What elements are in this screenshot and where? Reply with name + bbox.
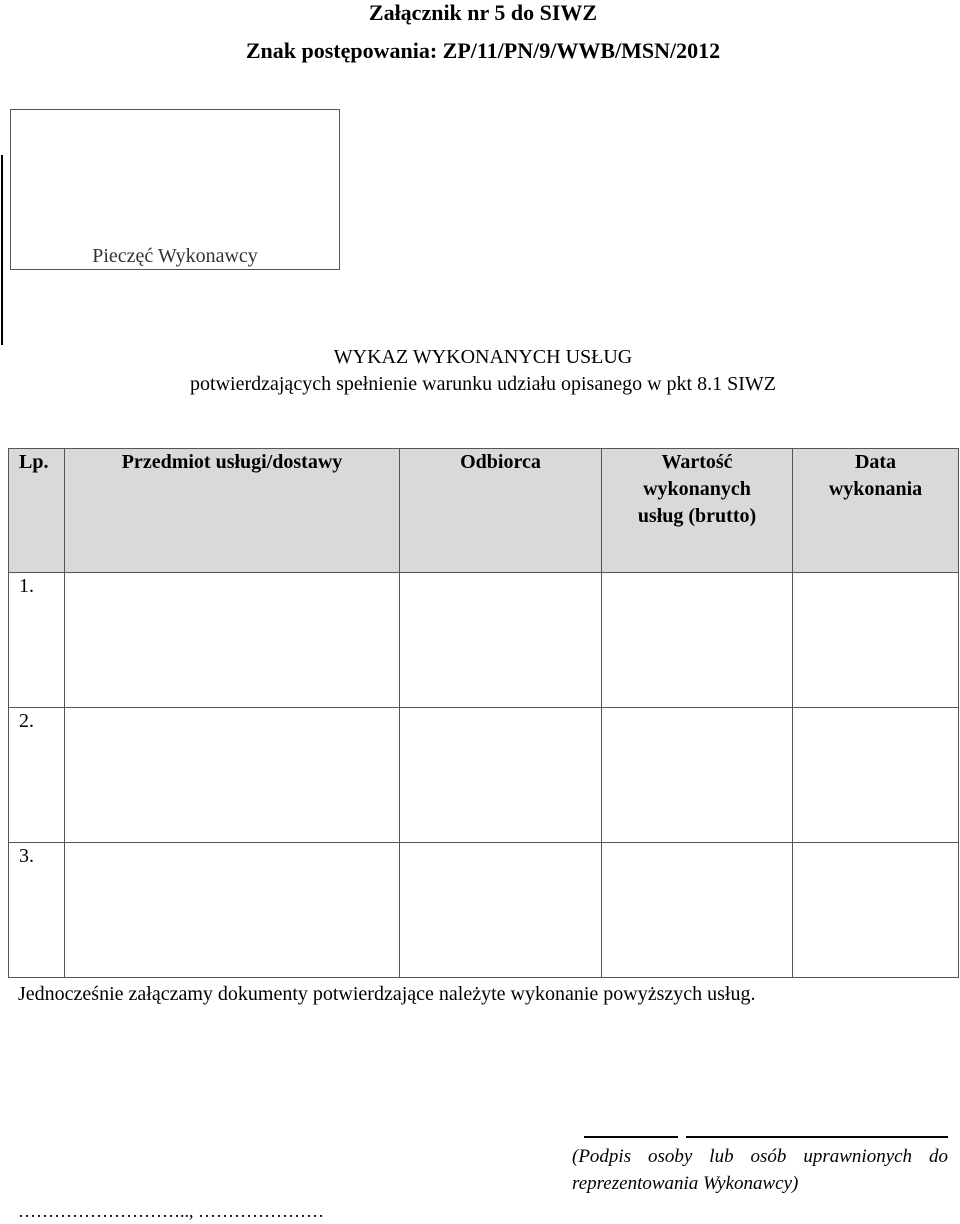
header-subject: Przedmiot usługi/dostawy [65, 449, 400, 573]
table-row [9, 843, 959, 978]
row-value-cell[interactable] [602, 708, 793, 843]
header-date: Data wykonania [793, 449, 959, 573]
row-date-cell[interactable] [793, 843, 959, 978]
place-date-line: ……………………….., ………………… [18, 1201, 324, 1221]
signature-line [584, 1136, 678, 1138]
list-title: WYKAZ WYKONANYCH USŁUG [333, 346, 633, 368]
signature-line [686, 1136, 948, 1138]
row-lp: 3. [9, 843, 65, 978]
table-header-row [9, 449, 959, 573]
enclosure-note: Jednocześnie załączamy dokumenty potwierdzające należyte wykonanie powyższych usług. [18, 983, 756, 1005]
case-number: Znak postępowania: ZP/11/PN/9/WWB/MSN/2012 [245, 38, 721, 63]
stamp-label: Pieczęć Wykonawcy [92, 245, 258, 267]
attachment-title: Załącznik nr 5 do SIWZ [368, 0, 598, 25]
row-recipient-cell[interactable] [400, 573, 602, 708]
row-date-cell[interactable] [793, 573, 959, 708]
row-value-cell[interactable] [602, 573, 793, 708]
header-lp: Lp. [9, 449, 65, 573]
header-recipient: Odbiorca [400, 449, 602, 573]
header-value: Wartość wykonanych usług (brutto) [602, 449, 793, 573]
row-date-cell[interactable] [793, 708, 959, 843]
services-table [8, 448, 959, 978]
left-margin-rule [1, 155, 3, 345]
row-lp: 1. [9, 573, 65, 708]
signature-caption: (Podpis osoby lub osób uprawnionych do reprezentowania Wykonawcy) [572, 1146, 948, 1194]
row-recipient-cell[interactable] [400, 708, 602, 843]
table-row [9, 573, 959, 708]
row-value-cell[interactable] [602, 843, 793, 978]
row-subject-cell[interactable] [65, 573, 400, 708]
row-lp: 2. [9, 708, 65, 843]
row-recipient-cell[interactable] [400, 843, 602, 978]
list-subtitle: potwierdzających spełnienie warunku udziału opisanego w pkt 8.1 SIWZ [190, 373, 776, 395]
row-subject-cell[interactable] [65, 843, 400, 978]
row-subject-cell[interactable] [65, 708, 400, 843]
contractor-stamp-box [10, 109, 340, 270]
table-row [9, 708, 959, 843]
